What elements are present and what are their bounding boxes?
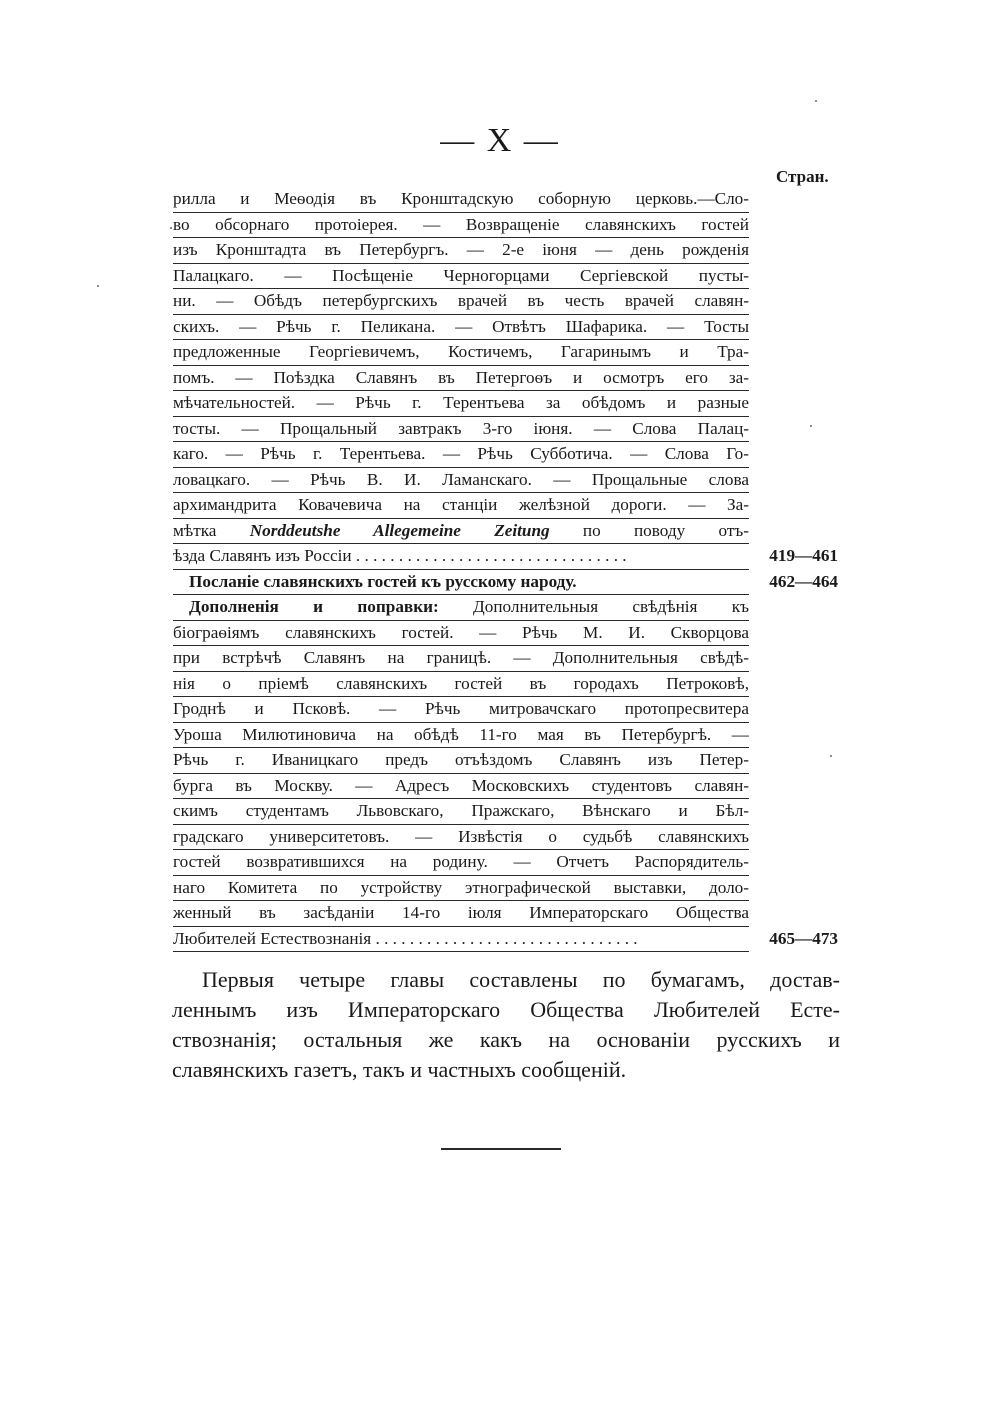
toc-line: скимъ студентамъ Львовскаго, Пражскаго, Вѣнскаго и Бѣл- bbox=[173, 799, 749, 825]
toc-line: при встрѣчѣ Славянъ на границѣ. — Дополнительныя свѣдѣ- bbox=[173, 646, 749, 672]
toc-entry-farewell bbox=[173, 187, 838, 570]
note-line: ствознанія; остальныя же какъ на основаніи русскихъ и bbox=[172, 1027, 840, 1052]
toc-page-range: 462—464 bbox=[769, 571, 838, 591]
toc-line: женный въ засѣданіи 14-го іюля Императорскаго Общества bbox=[173, 901, 749, 927]
toc-line: бурга въ Москву. — Адресъ Московскихъ студентовъ славян- bbox=[173, 774, 749, 800]
toc-line: изъ Кронштадта въ Петербургъ. — 2-е іюня — день рожденія bbox=[173, 238, 749, 264]
note-line: леннымъ изъ Императорскаго Общества Любителей Есте- bbox=[172, 997, 840, 1022]
toc-line-rest: Дополнительныя свѣдѣнія къ bbox=[438, 597, 749, 616]
page-number: — X — bbox=[440, 122, 560, 159]
toc-line-leader: Любителей Естествознанія . . . . . . . . . . . . . . . . . . . . . . . . . . . . . . . bbox=[173, 927, 749, 953]
addenda-heading: Дополненія и поправки: bbox=[189, 597, 439, 616]
toc-entry-text bbox=[173, 187, 749, 570]
toc-line-suffix: по поводу отъ- bbox=[549, 520, 749, 540]
note-line: Первыя четыре главы составлены по бумагамъ, достав- bbox=[202, 967, 840, 992]
scan-speck bbox=[815, 100, 817, 102]
toc-line: Уроша Милютиновича на обѣдѣ 11-го мая въ Петербургѣ. — bbox=[173, 723, 749, 749]
toc-line: ловацкаго. — Рѣчь В. И. Ламанскаго. — Прощальные слова bbox=[173, 468, 749, 494]
toc-line: гостей возвратившихся на родину. — Отчетъ Распорядитель- bbox=[173, 850, 749, 876]
toc-line-leader: ѣзда Славянъ изъ Россіи . . . . . . . . . . . . . . . . . . . . . . . . . . . . . . . . bbox=[173, 544, 749, 570]
toc-line: ни. — Обѣдъ петербургскихъ врачей въ честь врачей славян- bbox=[173, 289, 749, 315]
toc-line: Посланіе славянскихъ гостей къ русскому народу. bbox=[173, 570, 749, 596]
toc-line: Рѣчь г. Иваницкаго предъ отъѣздомъ Славянъ изъ Петер- bbox=[173, 748, 749, 774]
closing-rule bbox=[441, 1148, 561, 1150]
toc-line: мѣчательностей. — Рѣчь г. Терентьева за обѣдомъ и разные bbox=[173, 391, 749, 417]
note-line: славянскихъ газетъ, такъ и частныхъ сообщеній. bbox=[172, 1057, 627, 1082]
newspaper-title: Norddeutshe Allegemeine Zeitung bbox=[249, 520, 550, 540]
toc-line: градскаго университетовъ. — Извѣстія о судьбѣ славянскихъ bbox=[173, 825, 749, 851]
table-of-contents bbox=[173, 187, 838, 952]
toc-entry-text bbox=[173, 570, 749, 596]
scan-speck bbox=[830, 755, 832, 757]
sources-note bbox=[172, 965, 840, 1085]
toc-line: тосты. — Прощальный завтракъ 3-го іюня. — Слова Палац- bbox=[173, 417, 749, 443]
toc-line: Палацкаго. — Посѣщеніе Черногорцами Сергіевской пусты- bbox=[173, 264, 749, 290]
toc-line: архимандрита Ковачевича на станціи желѣзной дороги. — За- bbox=[173, 493, 749, 519]
toc-line: во обсорнаго протоіерея. — Возвращеніе славянскихъ гостей bbox=[173, 213, 749, 239]
toc-line: каго. — Рѣчь г. Терентьева. — Рѣчь Субботича. — Слова Го- bbox=[173, 442, 749, 468]
toc-line: рилла и Меѳодія въ Кронштадскую соборную церковь.—Сло- bbox=[173, 187, 749, 213]
toc-line-prefix: мѣтка bbox=[173, 520, 250, 540]
toc-line: помъ. — Поѣздка Славянъ въ Петергоѳъ и осмотръ его за- bbox=[173, 366, 749, 392]
scan-speck bbox=[97, 285, 99, 287]
toc-line: біограѳіямъ славянскихъ гостей. — Рѣчь М. И. Скворцова bbox=[173, 621, 749, 647]
toc-page-range: 465—473 bbox=[769, 928, 838, 948]
toc-line: предложенные Георгіевичемъ, Костичемъ, Гагаринымъ и Тра- bbox=[173, 340, 749, 366]
toc-page-range: 419—461 bbox=[769, 546, 838, 565]
toc-line: скихъ. — Рѣчь г. Пеликана. — Отвѣтъ Шафарика. — Тосты bbox=[173, 315, 749, 341]
pages-column-heading: Стран. bbox=[776, 167, 829, 186]
scan-speck bbox=[810, 425, 812, 427]
toc-line bbox=[173, 595, 749, 621]
toc-line: Гроднѣ и Псковѣ. — Рѣчь митровачскаго протопресвитера bbox=[173, 697, 749, 723]
toc-line: нія о пріемѣ славянскихъ гостей въ городахъ Петроковѣ, bbox=[173, 672, 749, 698]
scan-speck bbox=[170, 227, 172, 229]
toc-entry-address bbox=[173, 570, 838, 596]
toc-entry-addenda bbox=[173, 595, 838, 952]
toc-line: наго Комитета по устройству этнографической выставки, доло- bbox=[173, 876, 749, 902]
toc-line-with-italic bbox=[173, 519, 749, 545]
toc-entry-text bbox=[173, 595, 749, 952]
